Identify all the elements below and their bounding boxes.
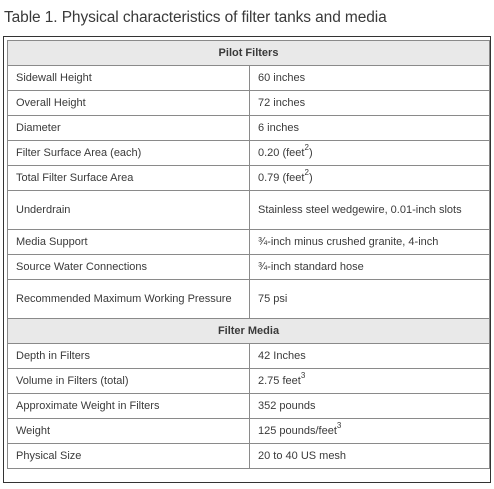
row-value: 42 Inches (250, 344, 490, 369)
row-value: ¾-inch minus crushed granite, 4-inch (250, 230, 490, 255)
row-label: Diameter (8, 116, 250, 141)
section-heading: Filter Media (8, 319, 490, 344)
section-header-row (8, 319, 490, 344)
value-exponent: 3 (336, 421, 342, 431)
row-value: 75 psi (250, 280, 490, 319)
value-suffix: ) (308, 147, 313, 159)
row-value (250, 369, 490, 394)
table-row (8, 344, 490, 369)
row-label: Overall Height (8, 91, 250, 116)
value-text: 2.75 feet (258, 375, 301, 387)
table-row (8, 166, 490, 191)
row-label: Media Support (8, 230, 250, 255)
row-value: 60 inches (250, 66, 490, 91)
row-label: Weight (8, 419, 250, 444)
row-label: Depth in Filters (8, 344, 250, 369)
row-value (250, 419, 490, 444)
value-suffix: ) (308, 172, 313, 184)
table-row (8, 255, 490, 280)
row-value: Stainless steel wedgewire, 0.01-inch slots (250, 191, 490, 230)
table-row (8, 91, 490, 116)
table-row (8, 230, 490, 255)
table-row (8, 280, 490, 319)
row-label: Underdrain (8, 191, 250, 230)
row-label: Sidewall Height (8, 66, 250, 91)
table-row (8, 66, 490, 91)
table-row (8, 394, 490, 419)
row-value (250, 141, 490, 166)
row-value: 6 inches (250, 116, 490, 141)
table-row (8, 444, 490, 469)
section-heading: Pilot Filters (8, 41, 490, 66)
row-label: Recommended Maximum Working Pressure (8, 280, 250, 319)
row-value (250, 166, 490, 191)
section-header-row (8, 41, 490, 66)
value-exponent: 2 (304, 143, 309, 153)
value-text: 0.79 (feet (258, 172, 305, 184)
row-label: Total Filter Surface Area (8, 166, 250, 191)
row-label: Filter Surface Area (each) (8, 141, 250, 166)
row-value: 72 inches (250, 91, 490, 116)
value-exponent: 3 (300, 371, 306, 381)
table-row (8, 116, 490, 141)
value-text: 0.20 (feet (258, 147, 305, 159)
table-row (8, 369, 490, 394)
row-label: Physical Size (8, 444, 250, 469)
row-value: 20 to 40 US mesh (250, 444, 490, 469)
table-row (8, 191, 490, 230)
row-label: Source Water Connections (8, 255, 250, 280)
row-value: 352 pounds (250, 394, 490, 419)
table-row (8, 141, 490, 166)
characteristics-table (7, 40, 490, 469)
table-caption: Table 1. Physical characteristics of filter tanks and media (4, 9, 387, 26)
row-label: Approximate Weight in Filters (8, 394, 250, 419)
row-label: Volume in Filters (total) (8, 369, 250, 394)
row-value: ¾-inch standard hose (250, 255, 490, 280)
value-text: 125 pounds/feet (258, 425, 337, 437)
table-row (8, 419, 490, 444)
value-exponent: 2 (304, 168, 309, 178)
